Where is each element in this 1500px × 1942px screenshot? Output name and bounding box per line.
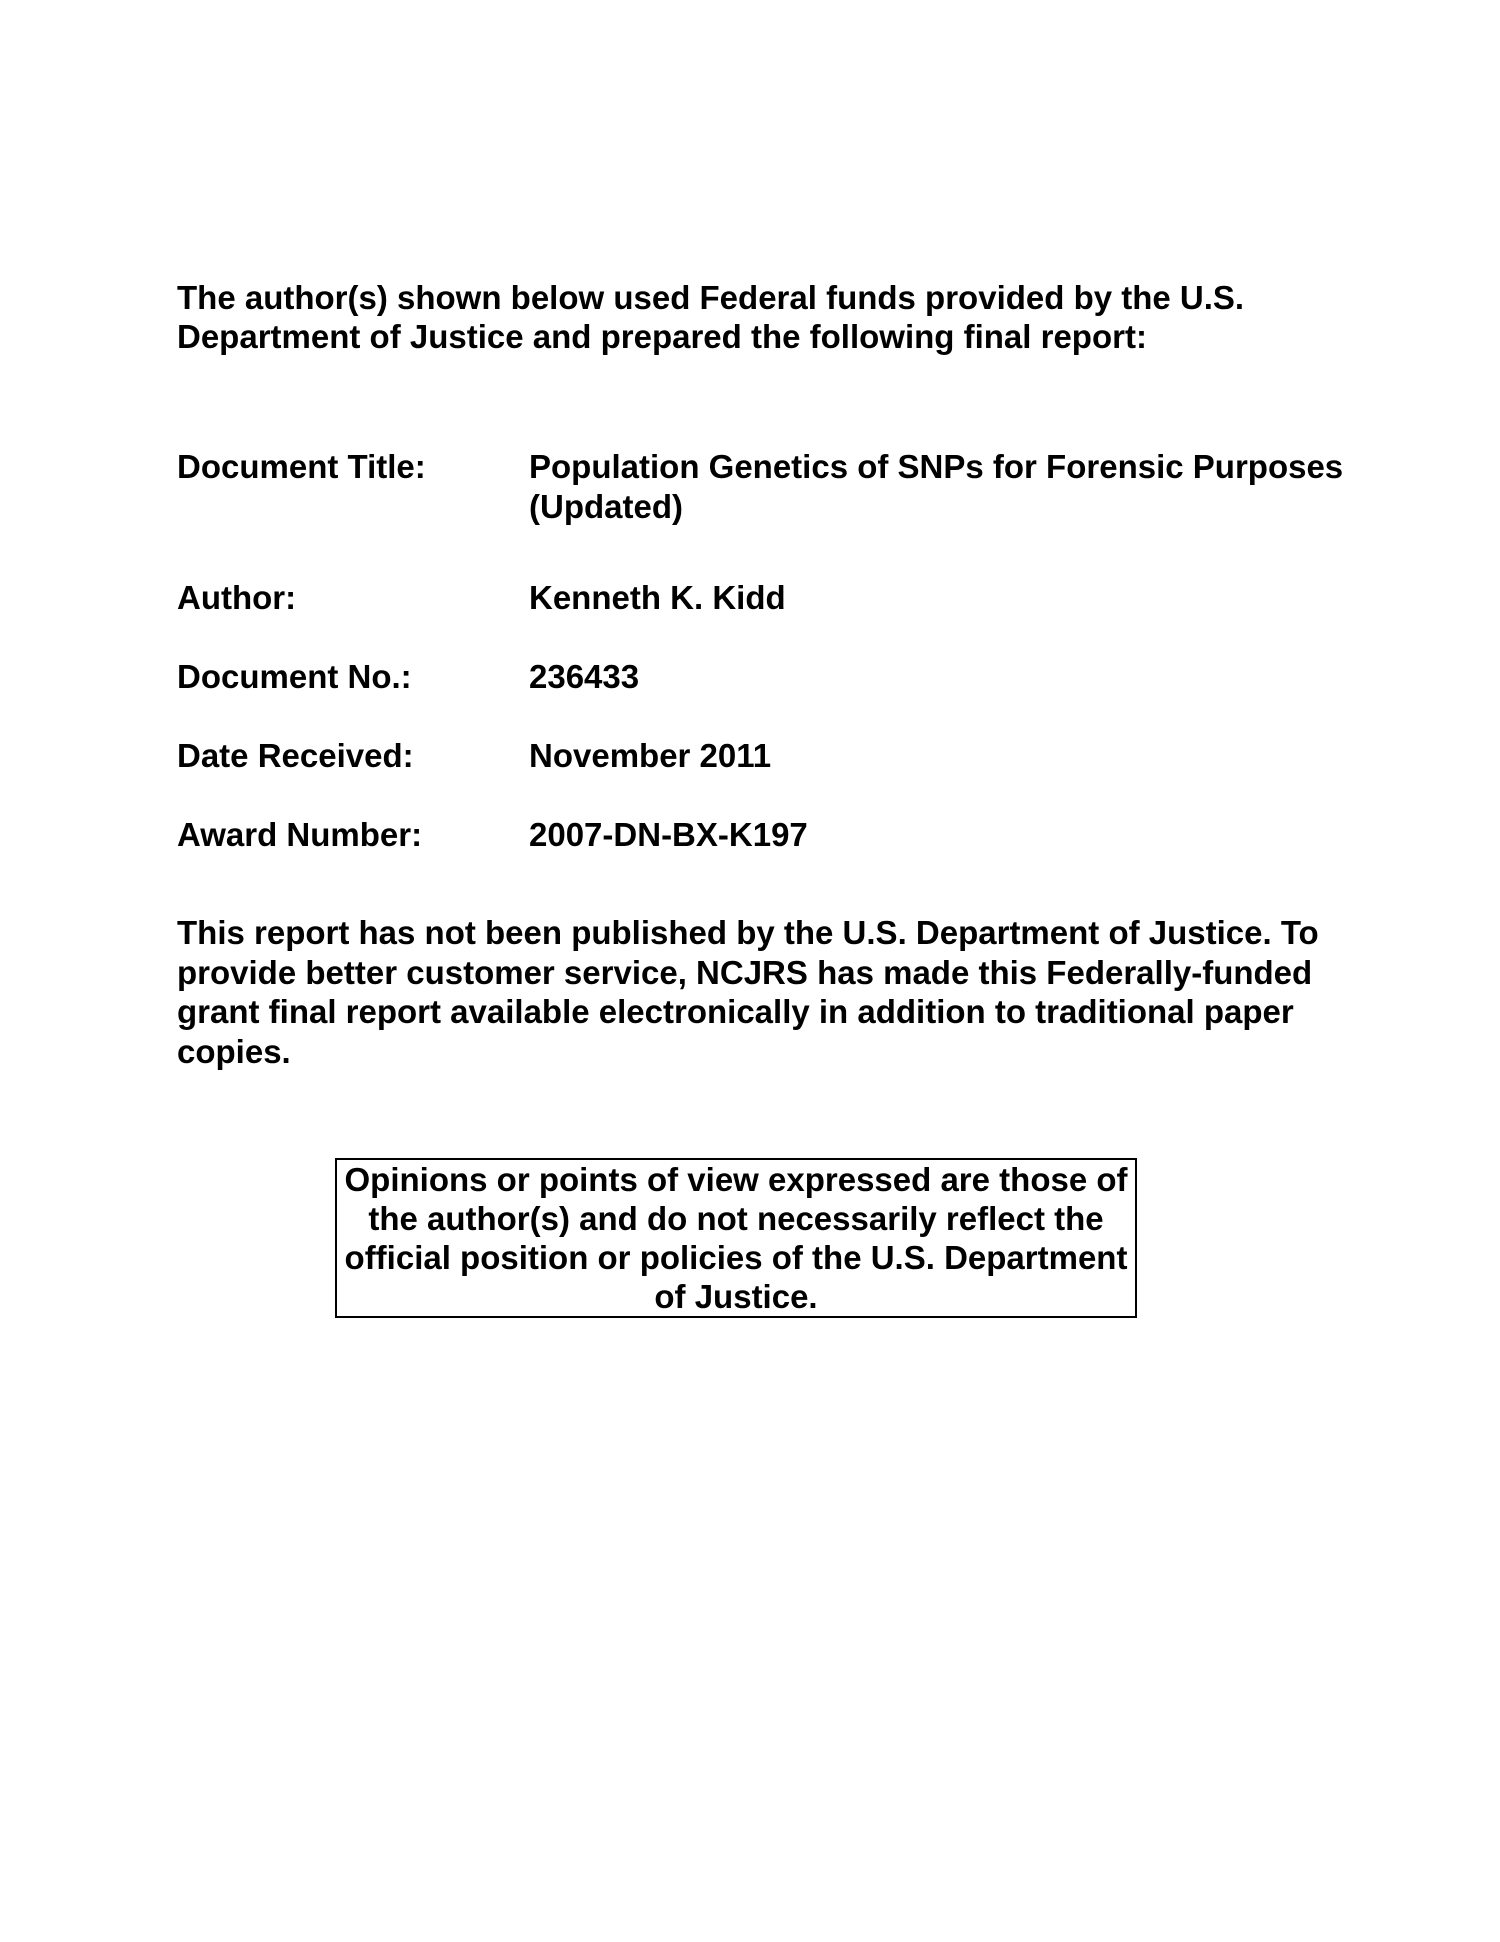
publication-notice: This report has not been published by the U.S. Department of Justice. To provide better customer service, NCJRS has made this Federally-funded grant final report available electronically in addition to traditional paper copies. [177,914,1319,1070]
document-no-value: 236433 [529,658,640,695]
intro-statement: The author(s) shown below used Federal funds provided by the U.S. Department of Justice and prepared the following final report: [177,279,1245,355]
author-label: Author: [177,579,297,616]
date-received-label: Date Received: [177,737,414,774]
award-number-label: Award Number: [177,816,423,853]
disclaimer-box [335,1158,1137,1318]
date-received-value: November 2011 [529,737,772,774]
document-no-label: Document No.: [177,658,412,695]
award-number-value: 2007-DN-BX-K197 [529,816,808,853]
document-title-value: Population Genetics of SNPs for Forensic Purposes (Updated) [529,448,1344,525]
author-value: Kenneth K. Kidd [529,579,786,616]
document-title-label: Document Title: [177,448,426,485]
disclaimer-text: Opinions or points of view expressed are those of the author(s) and do not necessarily reflect the official position or policies of the U.S. Department of Justice. [344,1161,1128,1315]
